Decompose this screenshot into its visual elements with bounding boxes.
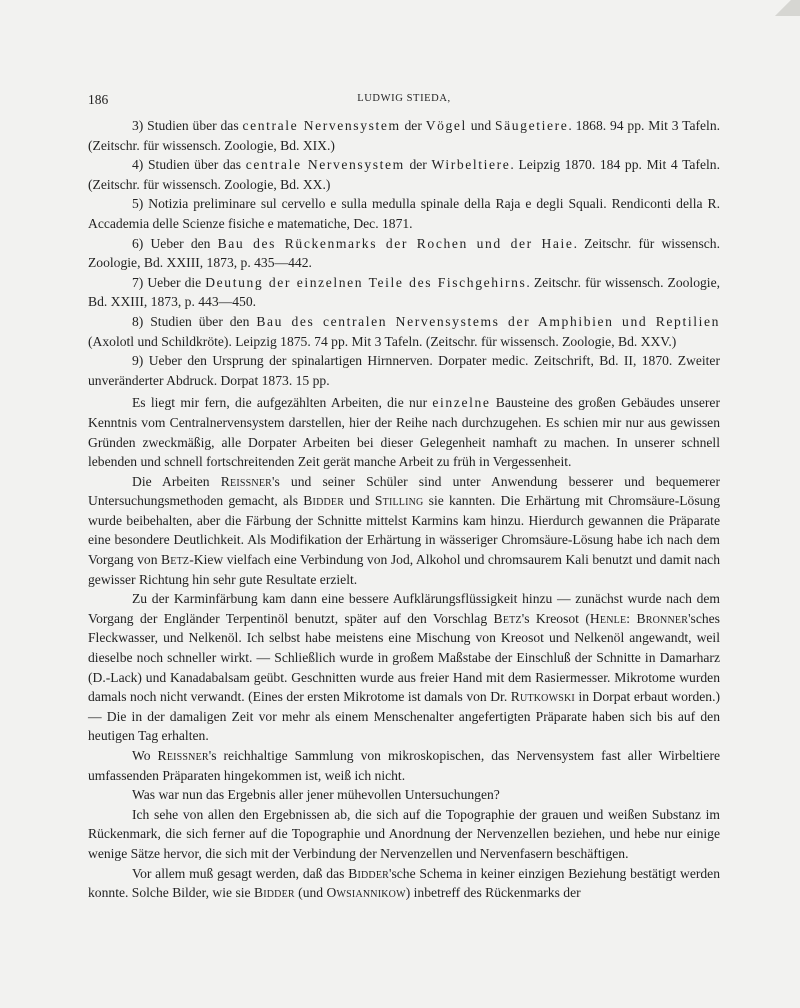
page-body [88,116,720,903]
reference-item: 7) Ueber die Deutung der einzelnen Teile des Fischgehirns. Zeitschr. für wissensch. Zoologie, Bd. XXIII, 1873, p. 443—450. [88,274,721,310]
reference-item: 5) Notizia preliminare sul cervello e sulla medulla spinale della Raja e degli Squali. Rendiconti della R. Accademia delle Scienze fisiche e matematiche, Dec. 1871. [88,196,720,231]
page-header [88,92,720,110]
paragraph: Ich sehe von allen den Ergebnissen ab, die sich auf die Topographie der grauen und weißen Substanz im Rückenmark, die sich ferner auf die Topographie und Anordnung der Nervenzellen beziehen, und hebe nur einige wenige Sätze hervor, die sich mit der Verbindung der Nervenzellen und Nervenfasern beschäftigen. [88,806,720,861]
reference-item: 8) Studien über den Bau des centralen Nervensystems der Amphibien und Reptilien (Axolotl und Schildkröte). Leipzig 1875. 74 pp. Mit 3 Tafeln. (Zeitschr. für wissensch. Zoologie, Bd. XXV.) [88,313,720,349]
reference-list [88,116,720,390]
body-text [88,393,720,902]
paragraph: Die Arbeiten Reissner's und seiner Schüler sind unter Anwendung besserer und bequemerer Untersuchungsmethoden gemacht, als Bidder und Stilling sie kannten. Die Erhärtung mit Chromsäure-Lösung wurde beibehalten, aber die Färbung der Schnitte mittelst Karmins kam hinzu. Hierdurch gewannen die Präparate eine besondere Deutlichkeit. Als Modifikation der Erhärtung in wässeriger Chromsäure-Lösung habe ich nach dem Vorgang von Betz-Kiew vielfach eine Verbindung von Jod, Alkohol und chromsaurem Kali benutzt und damit nach gewisser Richtung hin sehr gute Resultate erzielt. [88,473,721,587]
paragraph: Was war nun das Ergebnis aller jener mühevollen Untersuchungen? [132,787,500,803]
reference-item: 6) Ueber den Bau des Rückenmarks der Rochen und der Haie. Zeitschr. für wissensch. Zoologie, Bd. XXIII, 1873, p. 435—442. [88,235,720,271]
page-number: 186 [88,92,109,107]
running-title: LUDWIG STIEDA, [357,93,451,104]
reference-item: 9) Ueber den Ursprung der spinalartigen Hirnnerven. Dorpater medic. Zeitschrift, Bd. II, 1870. Zweiter unveränderter Abdruck. Dorpat 1873. 15 pp. [88,353,720,388]
paragraph: Wo Reissner's reichhaltige Sammlung von mikroskopischen, das Nervensystem fast aller Wirbeltiere umfassenden Präparaten hingekommen ist, weiß ich nicht. [88,748,721,783]
paragraph: Zu der Karminfärbung kam dann eine bessere Aufklärungsflüssigkeit hinzu — zunächst wurde nach dem Vorgang der Engländer Terpentinöl benutzt, später auf den Vorschlag Betz's Kreosot (Henle: Bronner'sches Fleckwasser, und Nelkenöl. Ich selbst habe meistens eine Mischung von Kreosot und Nelkenöl angewandt, weil dieselbe noch schneller wirkt. — Schließlich wurde in großem Maßstabe der Einschluß der Schnitte in Damarharz (D.-Lack) und Kanadabalsam geübt. Geschnitten wurde aus freier Hand mit dem Rasiermesser. Mikrotome wurden damals noch nicht verwandt. (Eines der ersten Mikrotome ist damals von Dr. Rutkowski in Dorpat erbaut worden.) — Die in der damaligen Zeit vor mehr als einem Menschenalter angefertigten Präparate haben sich bis auf den heutigen Tag erhalten. [88,591,721,744]
page-corner-fold [770,0,800,16]
paragraph: Es liegt mir fern, die aufgezählten Arbeiten, die nur einzelne Bausteine des großen Gebäudes unserer Kenntnis vom Centralnervensystem darstellen, hier der Reihe nach durchzugehen. Es schien mir nur aus gewissen Gründen zweckmäßig, alle Dorpater Arbeiten bei dieser Gelegenheit namhaft zu machen. In unserer schnell lebenden und schnell fortschreitenden Zeit gerät manche Arbeit zu früh in Vergessenheit. [88,395,720,470]
reference-item: 3) Studien über das centrale Nervensystem der Vögel und Säugetiere. 1868. 94 pp. Mit 3 Tafeln. (Zeitschr. für wissensch. Zoologie, Bd. XIX.) [88,118,721,153]
reference-item: 4) Studien über das centrale Nervensystem der Wirbeltiere. Leipzig 1870. 184 pp. Mit 4 Tafeln. (Zeitschr. für wissensch. Zoologie, Bd. XX.) [88,157,720,192]
paragraph: Vor allem muß gesagt werden, daß das Bidder'sche Schema in keiner einzigen Beziehung bestätigt werden konnte. Solche Bilder, wie sie Bidder (und Owsiannikow) inbetreff des Rückenmarks der [88,865,721,901]
